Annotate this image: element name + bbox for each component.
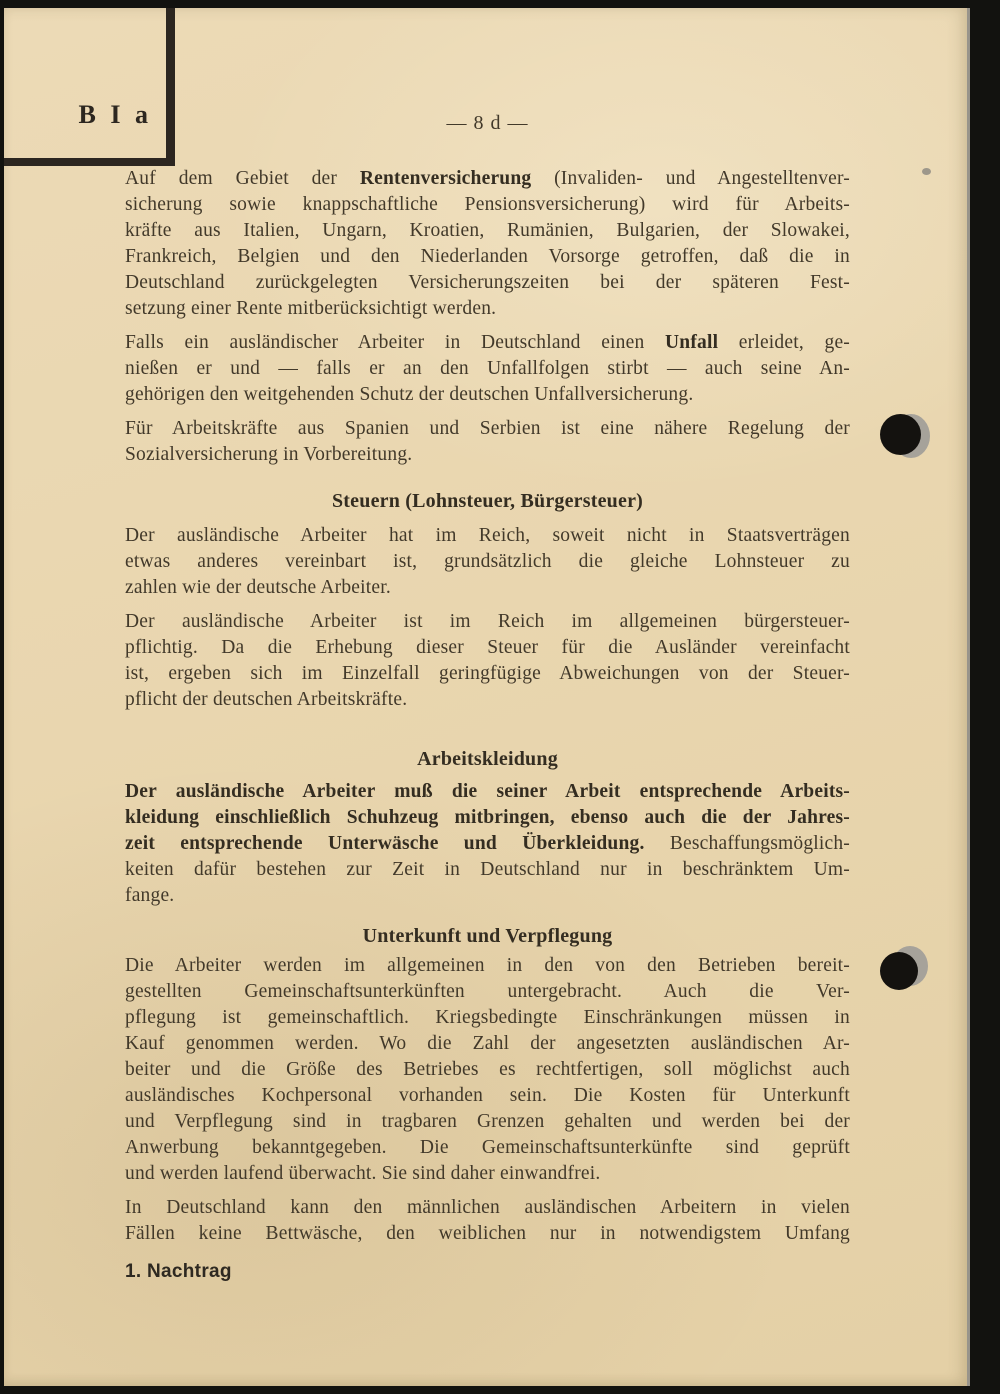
section-heading-unterkunft: Unterkunft und Verpflegung [362,925,613,947]
classification-label: B I a [78,100,152,129]
paragraph-arbeitskleidung: Der ausländische Arbeiter muß die seiner Arbeit entsprechende Arbeits- kleidung einschließlich Schuhzeug mitbringen, ebenso auch die der Jahres- zeit entsprechende Unterwäsche und Überkleidung. Beschaffungsmöglich- keiten dafür bestehen zur Zeit in Deutschland nur in beschränktem Um- fange. [125,781,850,906]
document-body [125,166,850,1285]
classification-box [4,8,175,166]
document-page [4,8,970,1386]
paragraph-bettwaesche: In Deutschland kann den männlichen ausländischen Arbeitern in vielen Fällen keine Bettwäsche, den weiblichen nur in notwendigstem Umfang [125,1197,850,1244]
paragraph-unfall: Falls ein ausländischer Arbeiter in Deutschland einen Unfall erleidet, ge- nießen er und — falls er an den Unfallfolgen stirbt — auch seine An- gehörigen den weitgehenden Schutz der deutschen Unfallversicherung. [125,332,850,405]
section-heading-steuern: Steuern (Lohnsteuer, Bürgersteuer) [331,490,644,512]
paragraph-unterkunft: Die Arbeiter werden im allgemeinen in den von den Betrieben bereit- gestellten Gemeinschaftsunterkünften untergebracht. Auch die Ver- pflegung ist gemeinschaftlich. Kriegsbedingte Einschränkungen müssen in Kauf genommen werden. Wo die Zahl der angesetzten ausländischen Ar- beiter und die Größe des Betriebes es rechtfertigen, soll möglichst auch ausländisches Kochpersonal vorhanden sein. Die Kosten für Unterkunft und Verpflegung sind in tragbaren Grenzen gehalten und werden bei der Anwerbung bekanntgegeben. Die Gemeinschaftsunterkünfte sind geprüft und werden laufend überwacht. Sie sind daher einwandfrei. [125,955,850,1184]
punch-hole-bottom [878,942,930,994]
page-number: — 8 d — [446,112,529,134]
footer-label: 1. Nachtrag [125,1261,232,1282]
paragraph-rentenversicherung: Auf dem Gebiet der Rentenversicherung (Invaliden- und Angestelltenver- sicherung sowie knappschaftliche Pensionsversicherung) wird für Arbeits- kräfte aus Italien, Ungarn, Kroatien, Rumänien, Bulgarien, der Slowakei, Frankreich, Belgien und den Niederlanden Vorsorge getroffen, daß die in Deutschland zurückgelegten Versicherungszeiten bei der späteren Fest- setzung einer Rente mitberücksichtigt werden. [125,168,850,319]
section-heading-arbeitskleidung: Arbeitskleidung [417,748,558,770]
paragraph-lohnsteuer: Der ausländische Arbeiter hat im Reich, soweit nicht in Staatsverträgen etwas anderes vereinbart ist, grundsätzlich die gleiche Lohnsteuer zu zahlen wie der deutsche Arbeiter. [125,525,850,598]
paper-stain [922,168,931,175]
punch-hole-top [880,412,932,462]
paragraph-buergersteuer: Der ausländische Arbeiter ist im Reich im allgemeinen bürgersteuer- pflichtig. Da die Erhebung dieser Steuer für die Ausländer vereinfacht ist, ergeben sich im Einzelfall geringfügige Abweichungen von der Steuer- pflicht der deutschen Arbeitskräfte. [125,611,850,710]
paragraph-spanien-serbien: Für Arbeitskräfte aus Spanien und Serbien ist eine nähere Regelung der Sozialversicherung in Vorbereitung. [125,418,850,465]
